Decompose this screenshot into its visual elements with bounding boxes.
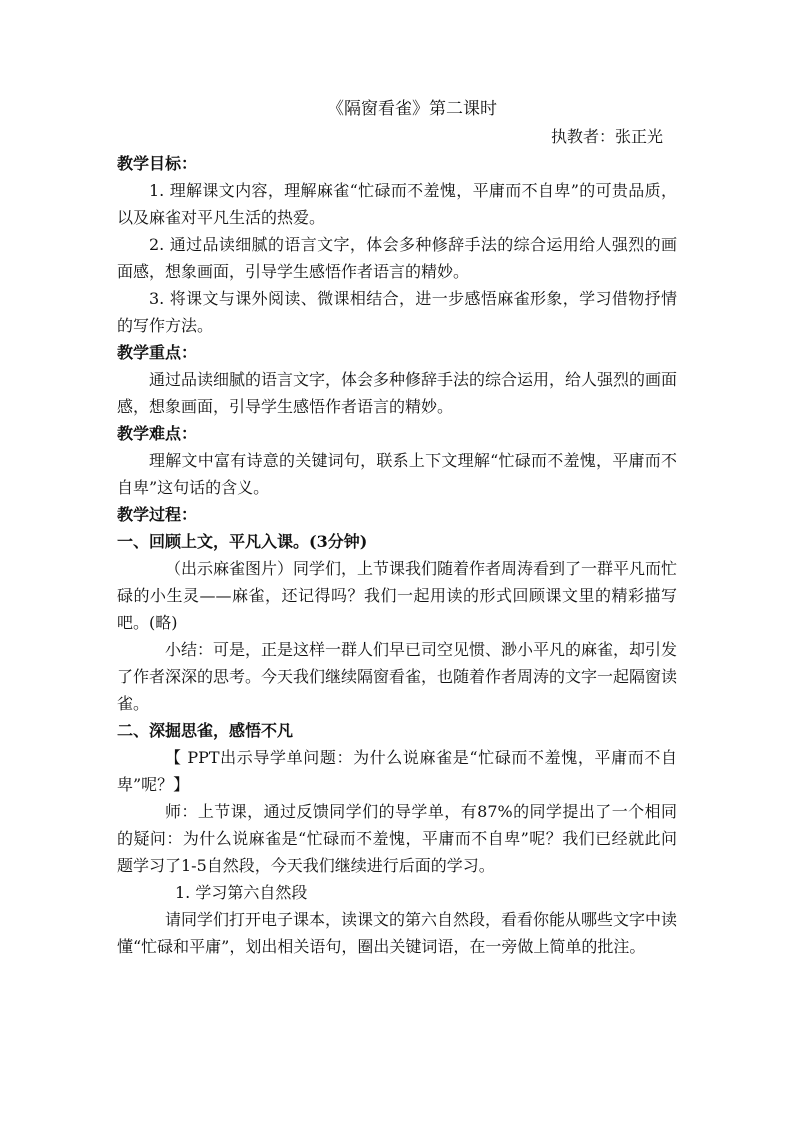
section-1-paragraph-1: （出示麻雀图片）同学们，上节课我们随着作者周涛看到了一群平凡而忙碌的小生灵——麻雀，还记得吗？我们一起用读的形式回顾课文里的精彩描写吧。(略) (117, 559, 678, 632)
section-2-subheading-1: 1. 学习第六自然段 (175, 883, 308, 902)
key-points-heading: 教学重点： (117, 343, 198, 362)
process-heading: 教学过程： (117, 505, 198, 524)
difficult-points-text: 理解文中富有诗意的关键词句，联系上下文理解“忙碌而不羞愧，平庸而不自卑”这句话的含义。 (117, 451, 677, 497)
document-page (117, 96, 677, 960)
difficult-points-heading: 教学难点： (117, 424, 198, 443)
section-2-ppt-question: 【 PPT出示导学单问题：为什么说麻雀是“忙碌而不羞愧，平庸而不自卑”呢？】 (117, 748, 677, 794)
document-title: 《隔窗看雀》第二课时 (327, 99, 497, 119)
author-line: 执教者：张正光 (550, 127, 663, 146)
key-points-text: 通过品读细腻的语言文字，体会多种修辞手法的综合运用，给人强烈的画面感，想象画面，引导学生感悟作者语言的精妙。 (117, 370, 678, 416)
section-2-paragraph-1: 师：上节课，通过反馈同学们的导学单，有87%的同学提出了一个相同的疑问：为什么说麻雀是“忙碌而不羞愧，平庸而不自卑”呢？我们已经就此问题学习了1-5自然段，今天我们继续进行后面的学习。 (117, 802, 677, 875)
goal-item-3: 3. 将课文与课外阅读、微课相结合，进一步感悟麻雀形象，学习借物抒情的写作方法。 (117, 289, 677, 335)
goal-item-1: 1. 理解课文内容，理解麻雀“忙碌而不羞愧，平庸而不自卑”的可贵品质，以及麻雀对平凡生活的热爱。 (117, 181, 677, 227)
section-2-heading: 二、深掘思雀，感悟不凡 (117, 721, 294, 740)
goals-heading: 教学目标： (117, 154, 198, 173)
section-2-paragraph-2: 请同学们打开电子课本，读课文的第六自然段，看看你能从哪些文字中读懂“忙碌和平庸”，划出相关语句，圈出关键词语，在一旁做上简单的批注。 (117, 910, 678, 956)
section-1-paragraph-2: 小结：可是，正是这样一群人们早已司空见惯、渺小平凡的麻雀，却引发了作者深深的思考。今天我们继续隔窗看雀，也随着作者周涛的文字一起隔窗读雀。 (117, 640, 678, 713)
section-1-heading: 一、回顾上文，平凡入课。(3分钟) (117, 532, 368, 551)
goal-item-2: 2. 通过品读细腻的语言文字，体会多种修辞手法的综合运用给人强烈的画面感，想象画面，引导学生感悟作者语言的精妙。 (117, 235, 677, 281)
